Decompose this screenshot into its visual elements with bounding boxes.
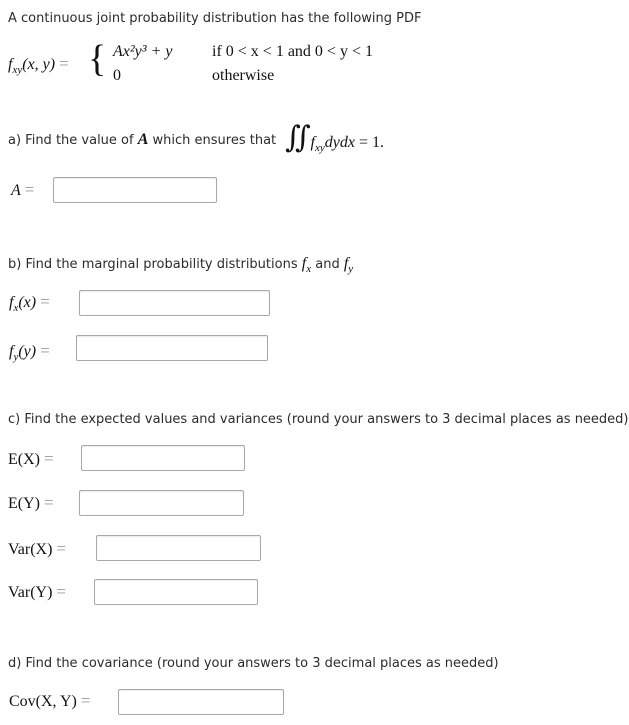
varx-answer-input[interactable] — [97, 536, 260, 560]
answer-a-label: A = — [11, 180, 35, 199]
fy-answer-input[interactable] — [77, 336, 267, 360]
ex-answer-box[interactable] — [81, 445, 245, 471]
double-integral-icon: ∬ — [285, 121, 311, 154]
vary-answer-input[interactable] — [95, 580, 257, 604]
pdf-case1-expr: Ax²y³ + y — [113, 43, 173, 60]
fy-answer-box[interactable] — [76, 335, 268, 361]
part-b-prompt: b) Find the marginal probability distributions $f_x$ and $f_y$ — [8, 255, 354, 276]
brace-icon: { — [88, 38, 107, 80]
cov-answer-box[interactable] — [118, 689, 284, 715]
pdf-lhs: $f_{xy}(x$, y) = — [8, 54, 69, 77]
pdf-case1-cond: if 0 < x < 1 and 0 < y < 1 — [212, 43, 373, 60]
pdf-case2-expr: 0 — [113, 67, 121, 84]
answer-a-box[interactable] — [53, 177, 217, 203]
fx-label: $f_x(x)$ = — [9, 292, 50, 315]
fy-label: $f_y(y)$ = — [9, 341, 50, 364]
varx-answer-box[interactable] — [96, 535, 261, 561]
ey-answer-input[interactable] — [80, 491, 243, 515]
vary-label: Var(Y) = — [8, 582, 67, 601]
varx-label: Var(X) = — [8, 539, 67, 558]
fx-answer-box[interactable] — [79, 290, 270, 316]
vary-answer-box[interactable] — [94, 579, 258, 605]
integral-expression: $∬f_{xy}dydx = 1$. — [285, 121, 384, 155]
pdf-case2-cond: otherwise — [212, 67, 275, 84]
ex-label: E(X) = — [8, 449, 54, 468]
intro-text: A continuous joint probability distribution has the following PDF — [8, 11, 422, 26]
cov-answer-input[interactable] — [119, 690, 283, 714]
ey-answer-box[interactable] — [79, 490, 244, 516]
part-a-prompt: a) Find the value of A which ensures that — [8, 131, 277, 148]
cov-label: Cov(X, Y) = — [9, 691, 91, 710]
fx-answer-input[interactable] — [80, 291, 269, 315]
ey-label: E(Y) = — [8, 493, 54, 512]
part-d-prompt: d) Find the covariance (round your answers to 3 decimal places as needed) — [8, 656, 499, 671]
answer-a-input[interactable] — [54, 178, 216, 202]
ex-answer-input[interactable] — [82, 446, 244, 470]
part-c-prompt: c) Find the expected values and variances (round your answers to 3 decimal places as needed) — [8, 412, 629, 427]
